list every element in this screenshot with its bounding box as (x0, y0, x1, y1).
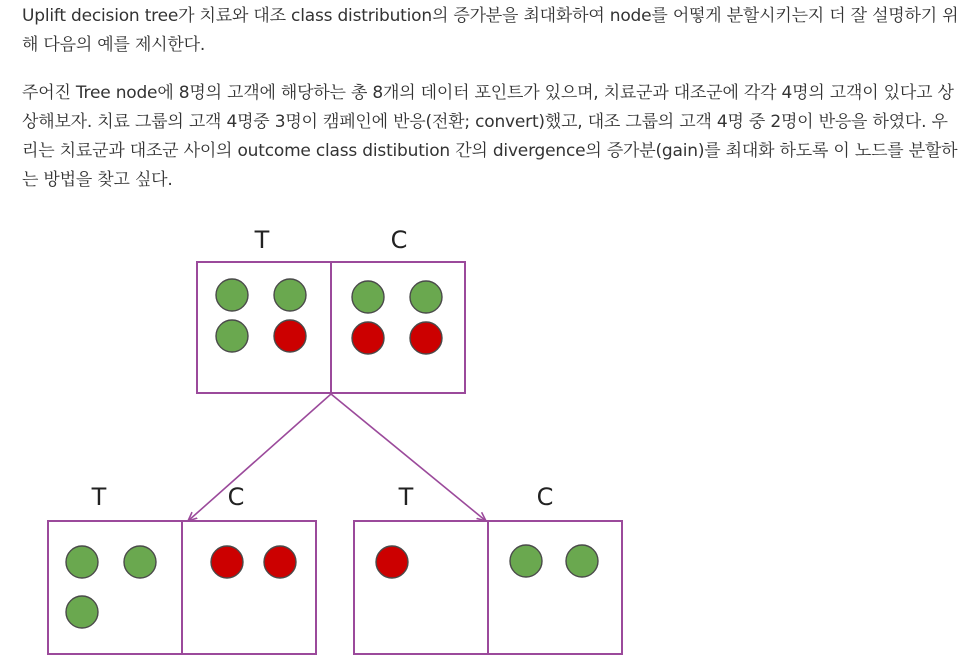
converted-customer-dot (216, 279, 248, 311)
left-control-box (182, 521, 316, 654)
left-control-label: C (227, 483, 245, 511)
left-child-node (48, 483, 316, 654)
converted-customer-dot (566, 545, 598, 577)
left-treatment-label: T (91, 483, 107, 511)
right-treatment-box (354, 521, 488, 654)
not-converted-customer-dot (274, 320, 306, 352)
converted-customer-dot (66, 596, 98, 628)
root-treatment-dots (216, 279, 306, 352)
not-converted-customer-dot (211, 546, 243, 578)
root-treatment-box (197, 262, 331, 393)
not-converted-customer-dot (410, 322, 442, 354)
right-control-label: C (536, 483, 554, 511)
right-treatment-label: T (398, 483, 414, 511)
converted-customer-dot (216, 320, 248, 352)
right-child-node (354, 483, 622, 654)
not-converted-customer-dot (352, 322, 384, 354)
left-control-dots (211, 546, 296, 578)
converted-customer-dot (510, 545, 542, 577)
root-control-box (331, 262, 465, 393)
converted-customer-dot (410, 281, 442, 313)
left-treatment-dots (66, 546, 156, 628)
right-control-dots (510, 545, 598, 577)
edge-root-to-left (188, 394, 331, 521)
not-converted-customer-dot (264, 546, 296, 578)
left-treatment-box (48, 521, 182, 654)
root-treatment-label: T (254, 226, 270, 254)
converted-customer-dot (66, 546, 98, 578)
example-paragraph: 주어진 Tree node에 8명의 고객에 해당하는 총 8개의 데이터 포인트가 있으며, 치료군과 대조군에 각각 4명의 고객이 있다고 상상해보자. 치료 그룹의 고객 4명중 3명이 캠페인에 반응(전환; convert)했고, 대조 그룹의 고객 4명 중 2명이 반응을 하였다. 우리는 치료군과 대조군 사이의 outcome class distibution 간의 divergence의 증가분(gain)를 최대화 하도록 이 노드를 분할하는 방법을 찾고 싶다. (22, 83, 958, 190)
converted-customer-dot (352, 281, 384, 313)
right-treatment-dots (376, 546, 408, 578)
not-converted-customer-dot (376, 546, 408, 578)
root-control-label: C (390, 226, 408, 254)
right-control-box (488, 521, 622, 654)
root-node (197, 226, 465, 393)
root-control-dots (352, 281, 442, 354)
converted-customer-dot (124, 546, 156, 578)
intro-paragraph: Uplift decision tree가 치료와 대조 class distribution의 증가분을 최대화하여 node를 어떻게 분할시키는지 더 잘 설명하기 위해 다음의 예를 제시한다. (22, 6, 959, 55)
converted-customer-dot (274, 279, 306, 311)
